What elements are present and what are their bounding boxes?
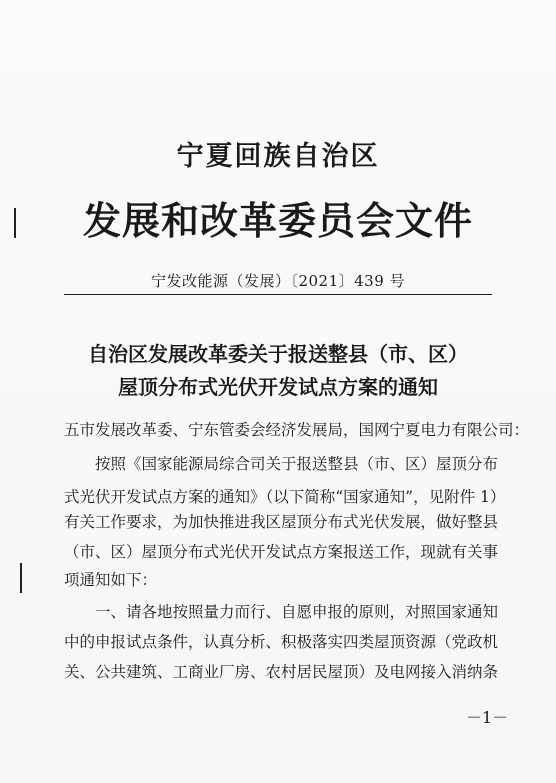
issuing-authority: 发展和改革委员会文件 <box>82 198 473 243</box>
body-line: 中的申报试点条件，认真分析、积极落实四类屋顶资源（党政机 <box>64 633 499 651</box>
document-number: 宁发改能源（发展）〔2021〕439 号 <box>150 272 406 290</box>
body-line: 项通知如下： <box>64 571 158 589</box>
body-line: 有关工作要求，为加快推进我区屋顶分布式光伏发展，做好整县 <box>64 513 499 531</box>
body-line: 关、公共建筑、工商业厂房、农村居民屋顶）及电网接入消纳条 <box>64 663 499 681</box>
left-edge-mark <box>20 563 22 593</box>
issuing-region: 宁夏回族自治区 <box>176 141 380 172</box>
body-line: 一、请各地按照量力而行、自愿申报的原则，对照国家通知 <box>64 603 499 621</box>
document-title-line2: 屋顶分布式光伏开发试点方案的通知 <box>118 375 438 399</box>
document-title-line1: 自治区发展改革委关于报送整县（市、区） <box>88 342 468 366</box>
page-number: －1－ <box>466 708 509 727</box>
header-divider <box>64 294 492 295</box>
body-line: 按照《国家能源局综合司关于报送整县（市、区）屋顶分布 <box>64 455 499 473</box>
body-line: 五市发展改革委、宁东管委会经济发展局，国网宁夏电力有限公司： <box>64 421 530 439</box>
body-line: 式光伏开发试点方案的通知》（以下简称“国家通知”，见附件 1） <box>64 488 506 506</box>
body-line: （市、区）屋顶分布式光伏开发试点方案报送工作，现就有关事 <box>64 543 499 561</box>
